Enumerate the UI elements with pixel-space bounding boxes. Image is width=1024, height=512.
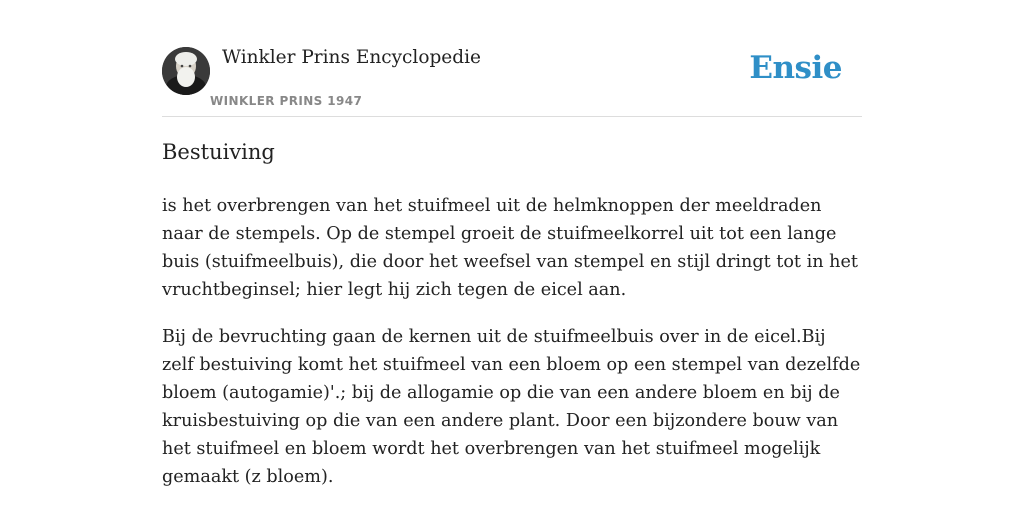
source-name-link[interactable]: Winkler Prins Encyclopedie [222, 47, 481, 68]
portrait-icon [162, 47, 210, 95]
header [162, 44, 862, 117]
author-avatar[interactable] [162, 47, 210, 95]
article-paragraph: Bij de bevruchting gaan de kernen uit de stuifmeelbuis over in de eicel.Bij zelf bestuiving komt het stuifmeel van een bloem op een stempel van dezelfde bloem (autogamie)'.; bij de allogamie op die van een andere bloem en bij de kruisbestuiving op die van een andere plant. Door een bijzondere bouw van het stuifmeel en bloem wordt het overbrengen van het stuifmeel mogelijk gemaakt (z bloem). [162, 327, 861, 487]
source-subtitle: WINKLER PRINS 1947 [210, 94, 363, 108]
article-title: Bestuiving [162, 140, 275, 164]
article-paragraph: is het overbrengen van het stuifmeel uit de helmknoppen der meeldraden naar de stempels. Op de stempel groeit de stuifmeelkorrel uit tot een lange buis (stuifmeelbuis), die door het weefsel van stempel en stijl dringt tot in het vruchtbeginsel; hier legt hij zich tegen de eicel aan. [162, 196, 858, 300]
brand-logo[interactable]: Ensie [749, 50, 842, 86]
article-body [162, 192, 862, 510]
